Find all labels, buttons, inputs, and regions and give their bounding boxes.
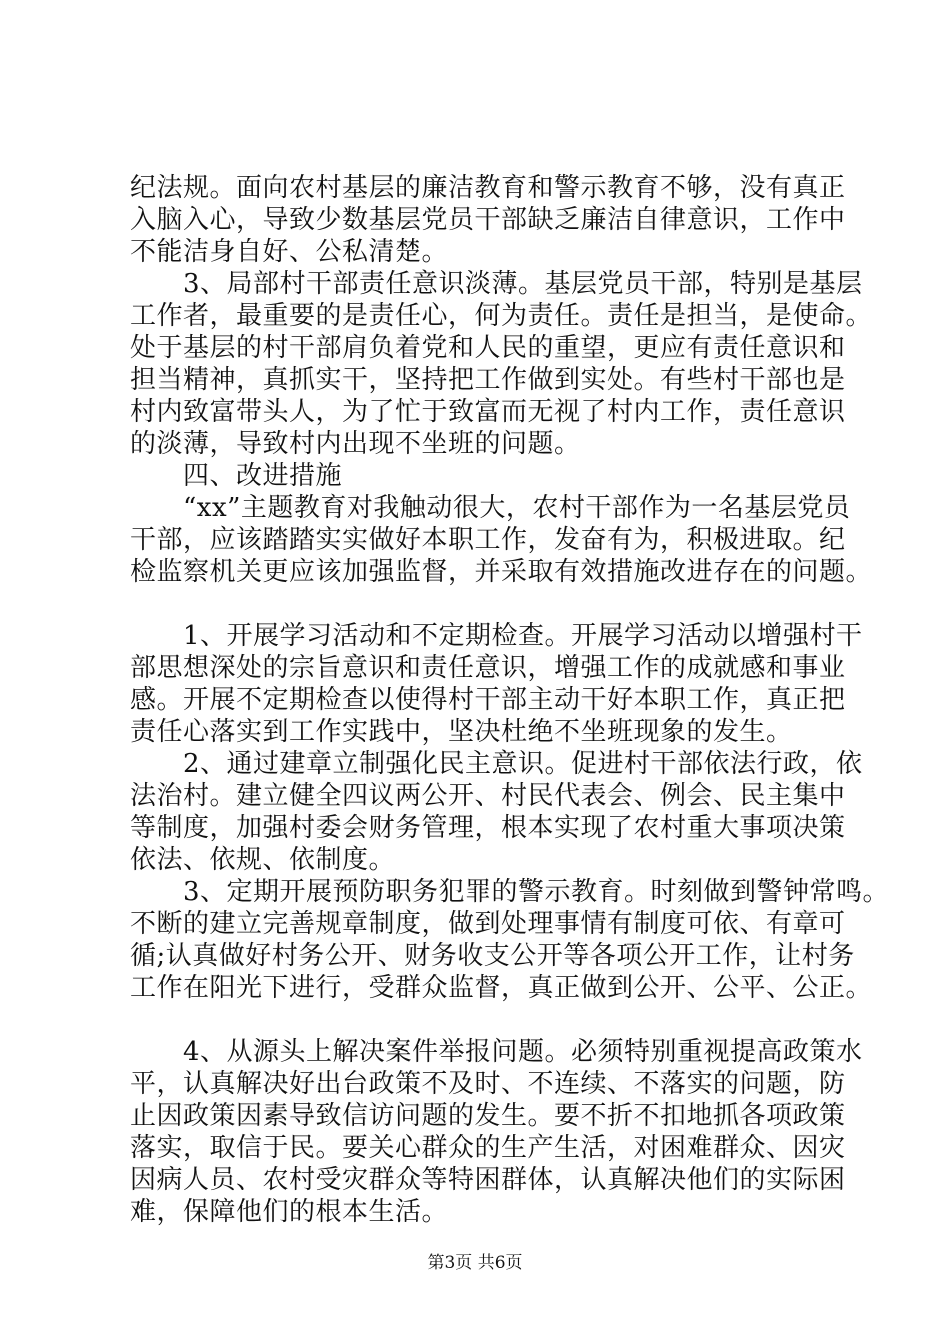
page-number: 第3页 共6页 [427, 1253, 523, 1273]
paragraph-gap [130, 1004, 830, 1036]
text-line: “xx”主题教育对我触动很大，农村干部作为一名基层党员 [130, 493, 851, 523]
text-line: 等制度，加强村委会财务管理，根本实现了农村重大事项决策 [130, 813, 846, 843]
text-line: 法治村。建立健全四议两公开、村民代表会、例会、民主集中 [130, 781, 846, 811]
text-line: 1、开展学习活动和不定期检查。开展学习活动以增强村干 [130, 621, 863, 651]
text-line: 纪法规。面向农村基层的廉洁教育和警示教育不够，没有真正 [130, 173, 846, 203]
text-line: 责任心落实到工作实践中，坚决杜绝不坐班现象的发生。 [130, 717, 793, 747]
text-line: 感。开展不定期检查以使得村干部主动干好本职工作，真正把 [130, 685, 846, 715]
text-line: 村内致富带头人，为了忙于致富而无视了村内工作，责任意识 [130, 397, 846, 427]
text-line: 的淡薄，导致村内出现不坐班的问题。 [130, 429, 581, 459]
text-line: 部思想深处的宗旨意识和责任意识，增强工作的成就感和事业 [130, 653, 846, 683]
section-heading: 四、改进措施 [130, 461, 343, 491]
text-line: 工作在阳光下进行，受群众监督，真正做到公开、公平、公正。 [130, 973, 873, 1003]
text-line: 不断的建立完善规章制度，做到处理事情有制度可依、有章可 [130, 909, 846, 939]
text-line: 处于基层的村干部肩负着党和人民的重望，更应有责任意识和 [130, 333, 846, 363]
text-line: 落实，取信于民。要关心群众的生产生活，对困难群众、因灾 [130, 1133, 846, 1163]
text-line: 担当精神，真抓实干，坚持把工作做到实处。有些村干部也是 [130, 365, 846, 395]
text-line: 4、从源头上解决案件举报问题。必须特别重视提高政策水 [130, 1037, 863, 1067]
text-line: 3、定期开展预防职务犯罪的警示教育。时刻做到警钟常鸣。 [130, 877, 890, 907]
text-line: 止因政策因素导致信访问题的发生。要不折不扣地抓各项政策 [130, 1101, 846, 1131]
text-line: 入脑入心，导致少数基层党员干部缺乏廉洁自律意识，工作中 [130, 205, 846, 235]
text-line: 检监察机关更应该加强监督，并采取有效措施改进存在的问题。 [130, 557, 873, 587]
text-line: 干部，应该踏踏实实做好本职工作，发奋有为，积极进取。纪 [130, 525, 846, 555]
text-line: 不能洁身自好、公私清楚。 [130, 237, 449, 267]
document-body [130, 172, 890, 1228]
text-line: 因病人员、农村受灾群众等特困群体，认真解决他们的实际困 [130, 1165, 846, 1195]
text-line: 工作者，最重要的是责任心，何为责任。责任是担当，是使命。 [130, 301, 873, 331]
page-footer [0, 1248, 950, 1273]
text-line: 依法、依规、依制度。 [130, 845, 396, 875]
paragraph-gap [130, 588, 830, 620]
text-line: 3、局部村干部责任意识淡薄。基层党员干部，特别是基层 [130, 269, 863, 299]
text-line: 难，保障他们的根本生活。 [130, 1197, 449, 1227]
text-line: 2、通过建章立制强化民主意识。促进村干部依法行政，依 [130, 749, 863, 779]
text-line: 循;认真做好村务公开、财务收支公开等各项公开工作，让村务 [130, 941, 855, 971]
text-line: 平，认真解决好出台政策不及时、不连续、不落实的问题，防 [130, 1069, 846, 1099]
